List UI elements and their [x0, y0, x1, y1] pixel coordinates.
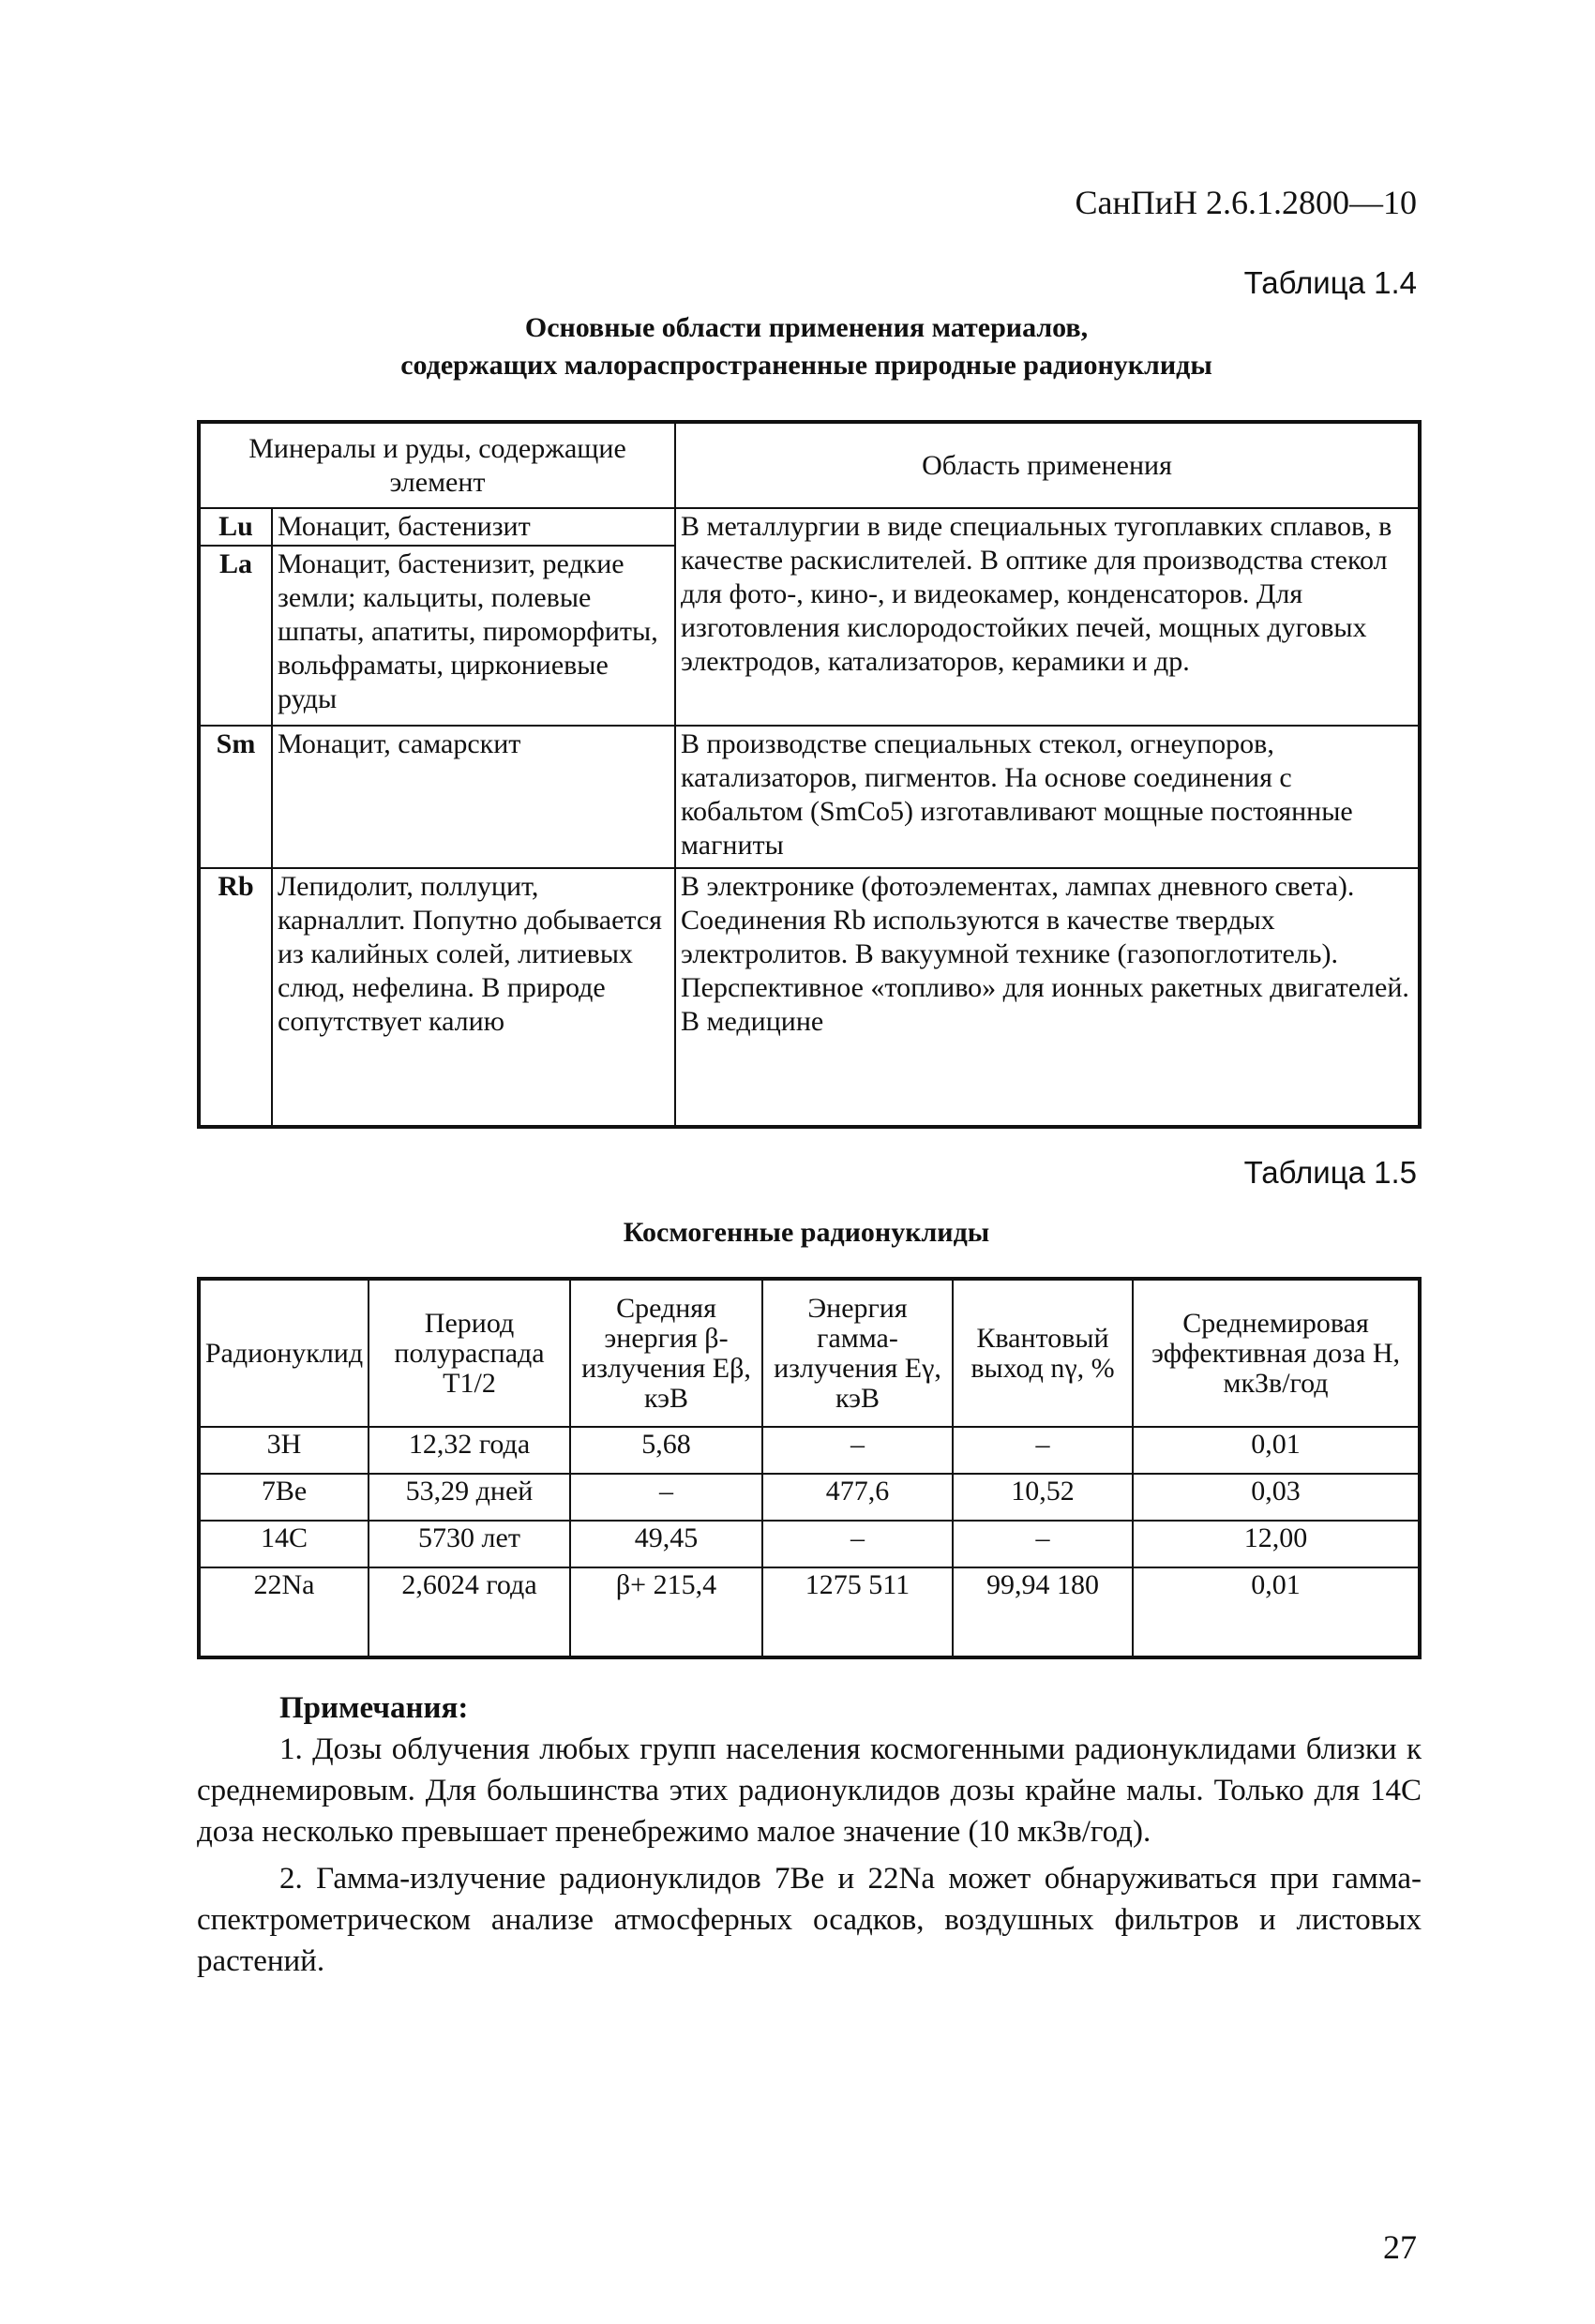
- table-row: [199, 1427, 1420, 1474]
- header-gamma-energy: Энергия гамма-излучения Eγ, кэВ: [762, 1279, 953, 1427]
- table-row: [199, 1474, 1420, 1521]
- yield-cell: –: [953, 1427, 1133, 1474]
- yield-cell: –: [953, 1521, 1133, 1567]
- table-1-4-label: Таблица 1.4: [1243, 265, 1417, 300]
- notes-section: [197, 1687, 1422, 1982]
- gamma-cell: –: [762, 1521, 953, 1567]
- nuclide-cell: 3H: [199, 1427, 369, 1474]
- header-beta-energy: Средняя энергия β-излучения Eβ, кэВ: [570, 1279, 762, 1427]
- beta-cell: 49,45: [570, 1521, 762, 1567]
- document-code: СанПиН 2.6.1.2800—10: [1075, 184, 1417, 221]
- dose-cell: 0,03: [1133, 1474, 1420, 1521]
- gamma-cell: –: [762, 1427, 953, 1474]
- element-symbol: Rb: [199, 868, 272, 1127]
- note-2: 2. Гамма-излучение радионуклидов 7Be и 22Na может обнаруживаться при гамма-спектрометрическом анализе атмосферных осадков, воздушных фильтров и листовых растений.: [197, 1862, 1422, 1978]
- header-nuclide: Радионуклид: [199, 1279, 369, 1427]
- beta-cell: –: [570, 1474, 762, 1521]
- minerals-cell: Монацит, самарскит: [272, 726, 675, 868]
- table-1-5: [197, 1277, 1422, 1659]
- table-row: [199, 1567, 1420, 1657]
- table-1-5-label: Таблица 1.5: [1243, 1155, 1417, 1190]
- application-cell: В металлургии в виде специальных тугоплавких сплавов, в качестве раскислителей. В оптике для производства стекол для фото-, кино-, и видеокамер, конденсаторов. Для изготовления кислородостойких печей, мощных дуговых электродов, катализаторов, керамики и др.: [675, 508, 1420, 726]
- table-row: [199, 868, 1420, 1127]
- half-life-cell: 5730 лет: [369, 1521, 570, 1567]
- yield-cell: 10,52: [953, 1474, 1133, 1521]
- table-1-4: [197, 420, 1422, 1129]
- beta-cell: 5,68: [570, 1427, 762, 1474]
- minerals-cell: Монацит, бастенизит, редкие земли; кальциты, полевые шпаты, апатиты, пироморфиты, вольфраматы, циркониевые руды: [272, 546, 675, 726]
- half-life-cell: 2,6024 года: [369, 1567, 570, 1657]
- gamma-cell: 477,6: [762, 1474, 953, 1521]
- note-1: 1. Дозы облучения любых групп населения космогенными радионуклидами близки к среднемировым. Для большинства этих радионуклидов дозы крайне малы. Только для 14C доза несколько превышает пренебрежимо малое значение (10 мкЗв/год).: [197, 1732, 1422, 1849]
- header-dose: Среднемировая эффективная доза H, мкЗв/год: [1133, 1279, 1420, 1427]
- table-header-application: Область применения: [675, 422, 1420, 508]
- nuclide-cell: 22Na: [199, 1567, 369, 1657]
- table-row: [199, 1521, 1420, 1567]
- element-symbol: Lu: [199, 508, 272, 546]
- minerals-cell: Монацит, бастенизит: [272, 508, 675, 546]
- dose-cell: 0,01: [1133, 1427, 1420, 1474]
- gamma-cell: 1275 511: [762, 1567, 953, 1657]
- nuclide-cell: 14C: [199, 1521, 369, 1567]
- half-life-cell: 12,32 года: [369, 1427, 570, 1474]
- table-1-4-title-line1: Основные области применения материалов,: [524, 312, 1089, 343]
- table-header-minerals: Минералы и руды, содержащие элемент: [199, 422, 675, 508]
- dose-cell: 0,01: [1133, 1567, 1420, 1657]
- table-1-4-title-line2: содержащих малораспространенные природные радионуклиды: [400, 350, 1212, 381]
- minerals-cell: Лепидолит, поллуцит, карналлит. Попутно добывается из калийных солей, литиевых слюд, нефелина. В природе сопутствует калию: [272, 868, 675, 1127]
- table-1-4-title: [197, 309, 1416, 384]
- notes-title: Примечания:: [279, 1691, 469, 1725]
- dose-cell: 12,00: [1133, 1521, 1420, 1567]
- beta-cell: β+ 215,4: [570, 1567, 762, 1657]
- header-half-life: Период полураспада T1/2: [369, 1279, 570, 1427]
- page-number: 27: [1383, 2228, 1417, 2266]
- element-symbol: Sm: [199, 726, 272, 868]
- table-1-5-title: Космогенные радионуклиды: [623, 1217, 990, 1248]
- half-life-cell: 53,29 дней: [369, 1474, 570, 1521]
- application-cell: В электронике (фотоэлементах, лампах дневного света). Соединения Rb используются в качестве твердых электролитов. В вакуумной технике (газопоглотитель). Перспективное «топливо» для ионных ракетных двигателей. В медицине: [675, 868, 1420, 1127]
- table-row: [199, 726, 1420, 868]
- table-row: [199, 508, 1420, 546]
- application-cell: В производстве специальных стекол, огнеупоров, катализаторов, пигментов. На основе соединения с кобальтом (SmCo5) изготавливают мощные постоянные магниты: [675, 726, 1420, 868]
- nuclide-cell: 7Be: [199, 1474, 369, 1521]
- header-quantum-yield: Квантовый выход nγ, %: [953, 1279, 1133, 1427]
- element-symbol: La: [199, 546, 272, 726]
- yield-cell: 99,94 180: [953, 1567, 1133, 1657]
